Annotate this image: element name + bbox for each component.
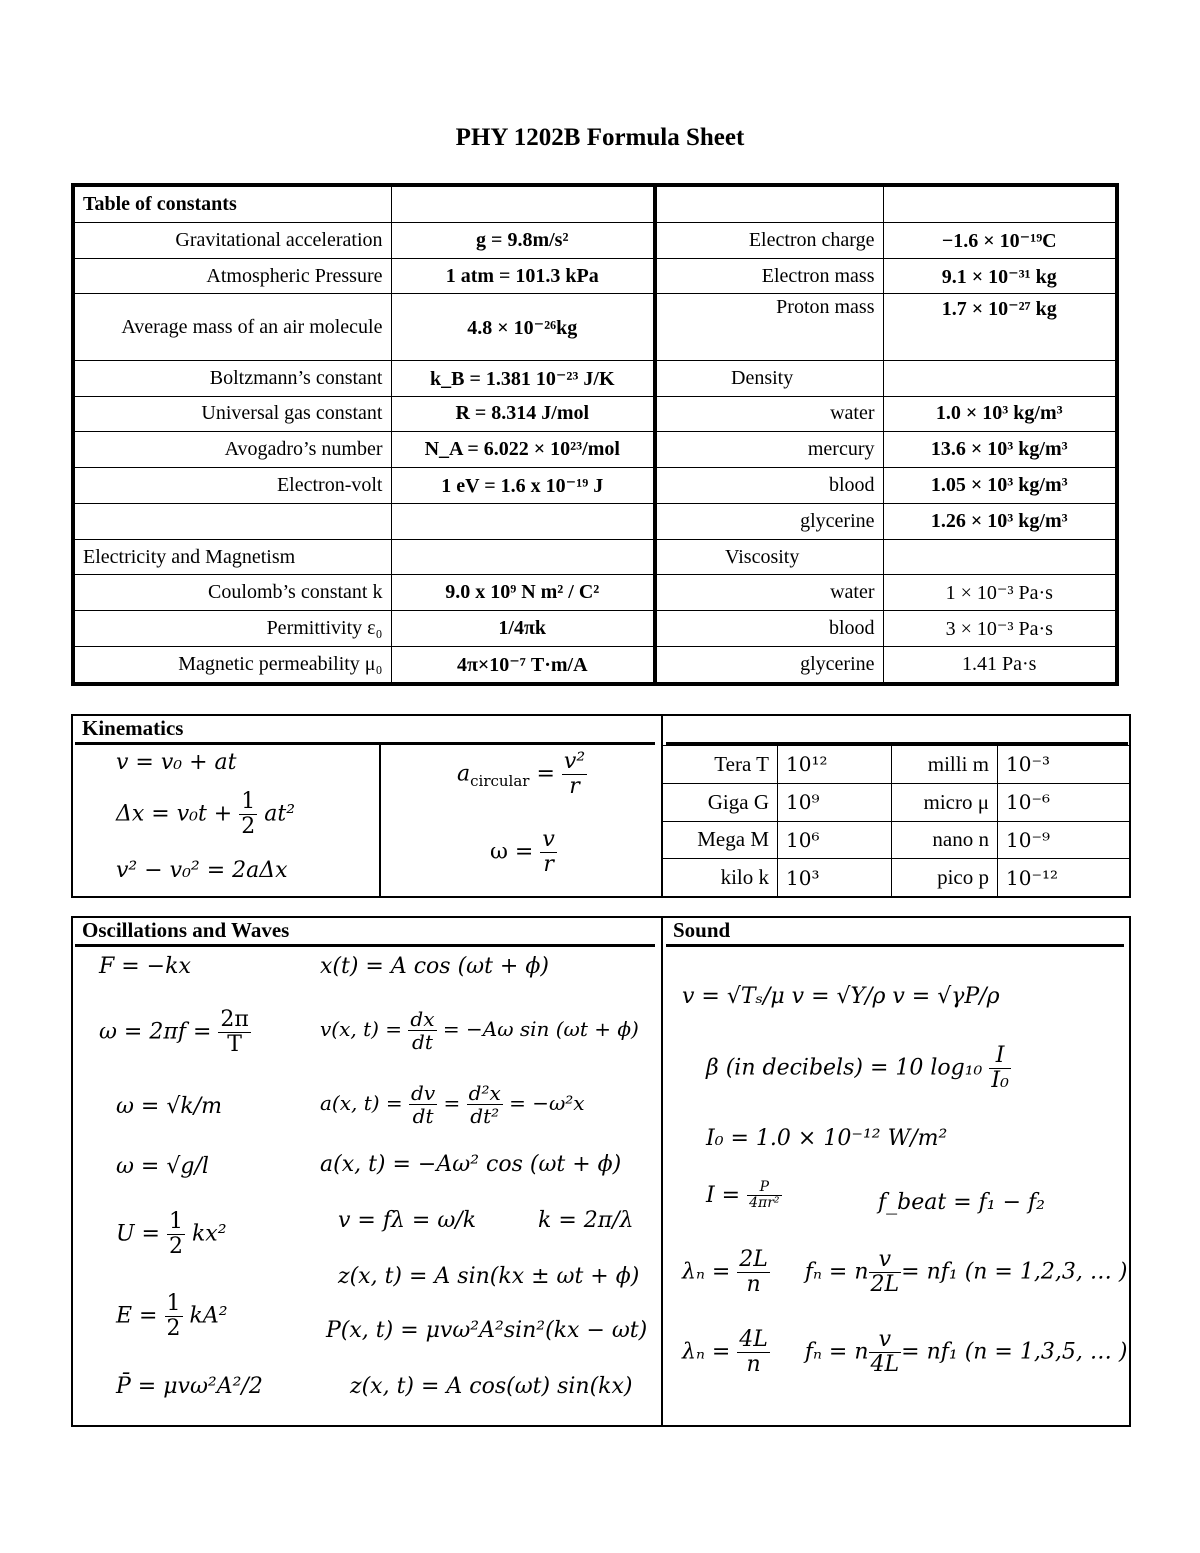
constant-value: 1 eV = 1.6 x 10⁻¹⁹ J <box>391 468 655 504</box>
osc-eq-wavenumber: k = 2π/λ <box>538 1208 634 1233</box>
constant-value: 1.7 × 10⁻²⁷ kg <box>883 294 1117 360</box>
sound-eq-speeds: v = √Tₛ/μ v = √Y/ρ v = √γP/ρ <box>682 984 1000 1009</box>
density-value: 1.26 × 10³ kg/m³ <box>883 503 1117 539</box>
sound-header: Sound <box>673 918 731 942</box>
osc-eq-energy: E = $\frac{1}{2}$ kA² <box>116 1291 228 1342</box>
table-row: kilo k 10³ pico p 10⁻¹² <box>663 859 1131 897</box>
constant-label: Atmospheric Pressure <box>73 258 391 294</box>
osc-eq-omega-spring: ω = √k/m <box>116 1094 222 1119</box>
constant-label: Gravitational acceleration <box>73 222 391 258</box>
osc-eq-acceleration: a(x, t) = $\frac{dv}{dt}$ = $\frac{\text{d²x}}{\text{dt²}}$ = −ω²x <box>320 1081 585 1128</box>
prefix-table <box>662 745 1131 897</box>
osc-eq-position: x(t) = A cos (ωt + ϕ) <box>320 954 549 979</box>
table-row <box>73 432 1117 468</box>
osc-eq-force: F = −kx <box>99 954 191 979</box>
kinematics-eq-velocity-squared: v² − v₀² = 2aΔx <box>116 858 288 883</box>
constant-value: −1.6 × 10⁻¹⁹C <box>883 222 1117 258</box>
viscosity-label: blood <box>655 611 883 647</box>
constant-label: Proton mass <box>655 294 883 360</box>
osc-eq-wave-speed: v = fλ = ω/k <box>338 1208 477 1233</box>
osc-eq-power-average: P̄ = μvω²A²/2 <box>116 1374 263 1399</box>
constant-label: Electron-volt <box>73 468 391 504</box>
constant-value: 1 atm = 101.3 kPa <box>391 258 655 294</box>
em-header: Electricity and Magnetism <box>73 539 391 575</box>
em-label: Coulomb’s constant k <box>73 575 391 611</box>
table-row: Giga G 10⁹ micro μ 10⁻⁶ <box>663 783 1131 821</box>
constant-label: Average mass of an air molecule <box>73 294 391 360</box>
sound-eq-intensity: I = $\frac{P}{\text{4πr²}}$ <box>706 1179 780 1212</box>
kinematics-eq-displacement: Δx = v₀t + $\frac{1}{2}$ at² <box>116 789 296 840</box>
constants-table <box>71 183 1119 686</box>
page-title: PHY 1202B Formula Sheet <box>455 124 745 151</box>
constant-label: Electron charge <box>655 222 883 258</box>
table-row <box>73 611 1117 647</box>
sound-eq-decibels: β (in decibels) = 10 log₁₀ $\frac{I}{\text{I₀}}$ <box>706 1043 1009 1094</box>
viscosity-value: 3 × 10⁻³ Pa·s <box>883 611 1117 647</box>
table-row <box>73 468 1117 504</box>
constant-label: Electron mass <box>655 258 883 294</box>
constant-value: R = 8.314 J/mol <box>391 396 655 432</box>
table-row <box>73 185 1117 222</box>
osc-eq-standing-wave: z(x, t) = A cos(ωt) sin(kx) <box>350 1374 633 1399</box>
viscosity-label: glycerine <box>655 646 883 684</box>
osc-eq-wave-power: P(x, t) = μvω²A²sin²(kx − ωt) <box>326 1318 648 1343</box>
table-row: Tera T 10¹² milli m 10⁻³ <box>663 746 1131 784</box>
constants-header: Table of constants <box>73 185 391 222</box>
em-value: 9.0 x 10⁹ N m² / C² <box>391 575 655 611</box>
osc-eq-wave-displacement: z(x, t) = A sin(kx ± ωt + ϕ) <box>338 1264 640 1289</box>
em-label: Magnetic permeability μ₀ <box>73 646 391 684</box>
table-row <box>73 503 1117 539</box>
density-label: glycerine <box>655 503 883 539</box>
viscosity-label: water <box>655 575 883 611</box>
density-label: blood <box>655 468 883 504</box>
constant-label: Universal gas constant <box>73 396 391 432</box>
table-row <box>73 575 1117 611</box>
em-value: 1/4πk <box>391 611 655 647</box>
table-row <box>73 539 1117 575</box>
kinematics-eq-circular: $a_{circular}$ = $\frac{\text{v²}}{r}$ <box>457 749 586 800</box>
table-row <box>73 258 1117 294</box>
sound-eq-reference-intensity: I₀ = 1.0 × 10⁻¹² W/m² <box>706 1126 948 1151</box>
density-value: 1.0 × 10³ kg/m³ <box>883 396 1117 432</box>
oscillations-header: Oscillations and Waves <box>82 918 290 942</box>
viscosity-value: 1.41 Pa·s <box>883 646 1117 684</box>
constant-label: Avogadro’s number <box>73 432 391 468</box>
sound-eq-closed-pipe: λₙ = $\frac{4L}{n}$ fₙ = n $\frac{v}{4L}$ = nf₁ (n = 1,3,5, … ) <box>682 1327 1128 1378</box>
osc-eq-velocity: v(x, t) = $\frac{dx}{dt}$ = −Aω sin (ωt + ϕ) <box>320 1007 639 1054</box>
kinematics-eq-omega: ω = $\frac{v}{r}$ <box>490 827 555 878</box>
table-row <box>73 294 1117 360</box>
osc-eq-omega-period: ω = 2πf = $\frac{2\pi}{T}$ <box>99 1007 249 1058</box>
table-row <box>73 360 1117 396</box>
kinematics-header: Kinematics <box>82 716 184 740</box>
density-value: 1.05 × 10³ kg/m³ <box>883 468 1117 504</box>
constant-value: k_B = 1.381 10⁻²³ J/K <box>391 360 655 396</box>
em-label: Permittivity ε₀ <box>73 611 391 647</box>
constant-value: g = 9.8m/s² <box>391 222 655 258</box>
em-value: 4π×10⁻⁷ T·m/A <box>391 646 655 684</box>
table-row <box>73 222 1117 258</box>
viscosity-value: 1 × 10⁻³ Pa·s <box>883 575 1117 611</box>
sound-eq-beat: f_beat = f₁ − f₂ <box>878 1190 1045 1215</box>
constant-value: N_A = 6.022 × 10²³/mol <box>391 432 655 468</box>
table-row <box>73 646 1117 684</box>
density-value: 13.6 × 10³ kg/m³ <box>883 432 1117 468</box>
density-label: water <box>655 396 883 432</box>
osc-eq-omega-pendulum: ω = √g/l <box>116 1154 209 1179</box>
table-row <box>73 396 1117 432</box>
density-header: Density <box>655 360 883 396</box>
constant-value: 4.8 × 10⁻²⁶kg <box>391 294 655 360</box>
table-row: Mega M 10⁶ nano n 10⁻⁹ <box>663 821 1131 859</box>
constant-label: Boltzmann’s constant <box>73 360 391 396</box>
constant-value: 9.1 × 10⁻³¹ kg <box>883 258 1117 294</box>
osc-eq-acceleration-cos: a(x, t) = −Aω² cos (ωt + ϕ) <box>320 1152 622 1177</box>
kinematics-eq-velocity: v = v₀ + at <box>116 750 237 775</box>
density-label: mercury <box>655 432 883 468</box>
sound-eq-open-pipe: λₙ = $\frac{2L}{n}$ fₙ = n $\frac{v}{2L}$ = nf₁ (n = 1,2,3, … ) <box>682 1247 1128 1298</box>
viscosity-header: Viscosity <box>655 539 883 575</box>
osc-eq-potential-energy: U = $\frac{1}{2}$ kx² <box>116 1209 227 1260</box>
